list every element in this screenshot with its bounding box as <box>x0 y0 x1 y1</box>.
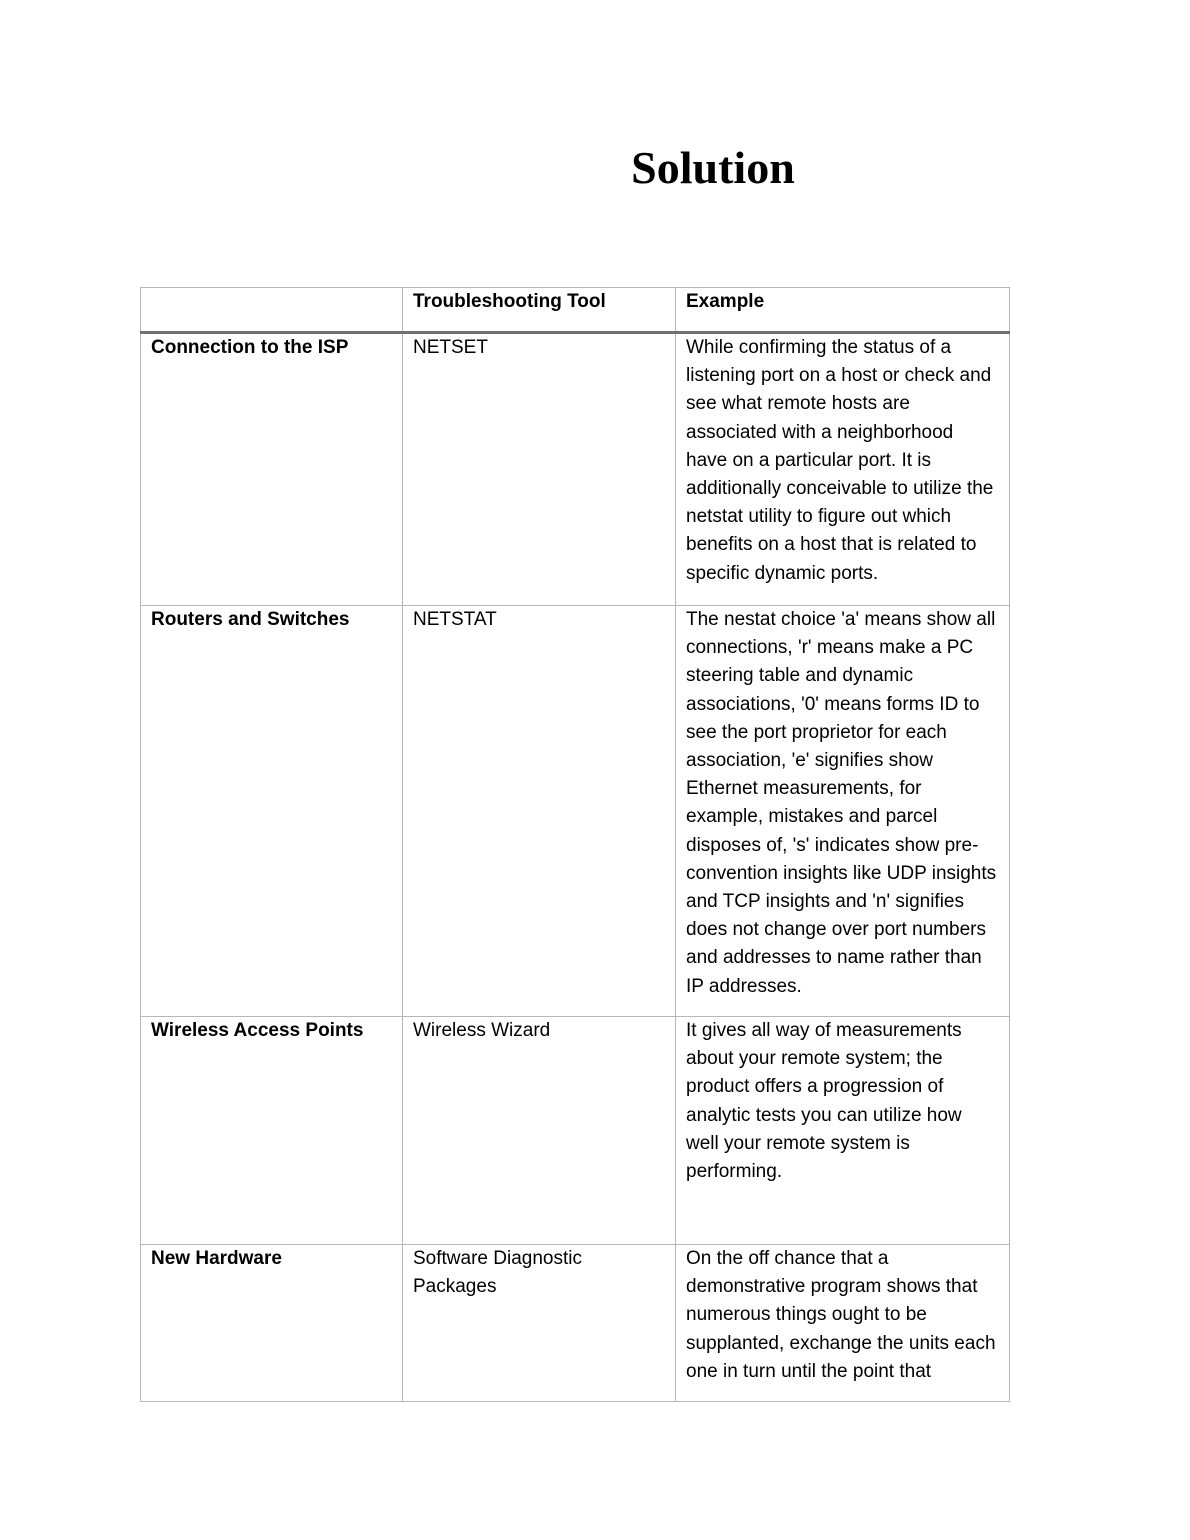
header-cell-tool: Troubleshooting Tool <box>403 288 676 333</box>
row-example-cell: The nestat choice 'a' means show all connections, 'r' means make a PC steering table and dynamic associations, '0' means forms ID to see the port proprietor for each association, 'e' signifies show Ethernet measurements, for example, mistakes and parcel disposes of, 's' indicates show pre-convention insights like UDP insights and TCP insights and 'n' signifies does not change over port numbers and addresses to name rather than IP addresses. <box>676 606 1010 1017</box>
table-row <box>141 606 1010 1017</box>
troubleshooting-table <box>140 287 1010 1402</box>
table-row <box>141 1017 1010 1245</box>
page-title: Solution <box>631 142 795 193</box>
header-cell-example: Example <box>676 288 1010 333</box>
row-tool-cell: NETSTAT <box>403 606 676 1017</box>
row-category-cell: Connection to the ISP <box>141 333 403 606</box>
row-example-cell: It gives all way of measurements about your remote system; the product offers a progression of analytic tests you can utilize how well your remote system is performing. <box>676 1017 1010 1245</box>
row-tool-cell: Wireless Wizard <box>403 1017 676 1245</box>
row-category-cell: New Hardware <box>141 1245 403 1402</box>
row-example-cell: On the off chance that a demonstrative program shows that numerous things ought to be supplanted, exchange the units each one in turn until the point that <box>676 1245 1010 1402</box>
row-tool-cell: Software Diagnostic Packages <box>403 1245 676 1402</box>
table-header-row <box>141 288 1010 333</box>
row-tool-cell: NETSET <box>403 333 676 606</box>
row-example-cell: While confirming the status of a listening port on a host or check and see what remote hosts are associated with a neighborhood have on a particular port. It is additionally conceivable to utilize the netstat utility to figure out which benefits on a host that is related to specific dynamic ports. <box>676 333 1010 606</box>
table-row <box>141 1245 1010 1402</box>
table-row <box>141 333 1010 606</box>
row-category-cell: Wireless Access Points <box>141 1017 403 1245</box>
row-category-cell: Routers and Switches <box>141 606 403 1017</box>
header-cell-category <box>141 288 403 333</box>
